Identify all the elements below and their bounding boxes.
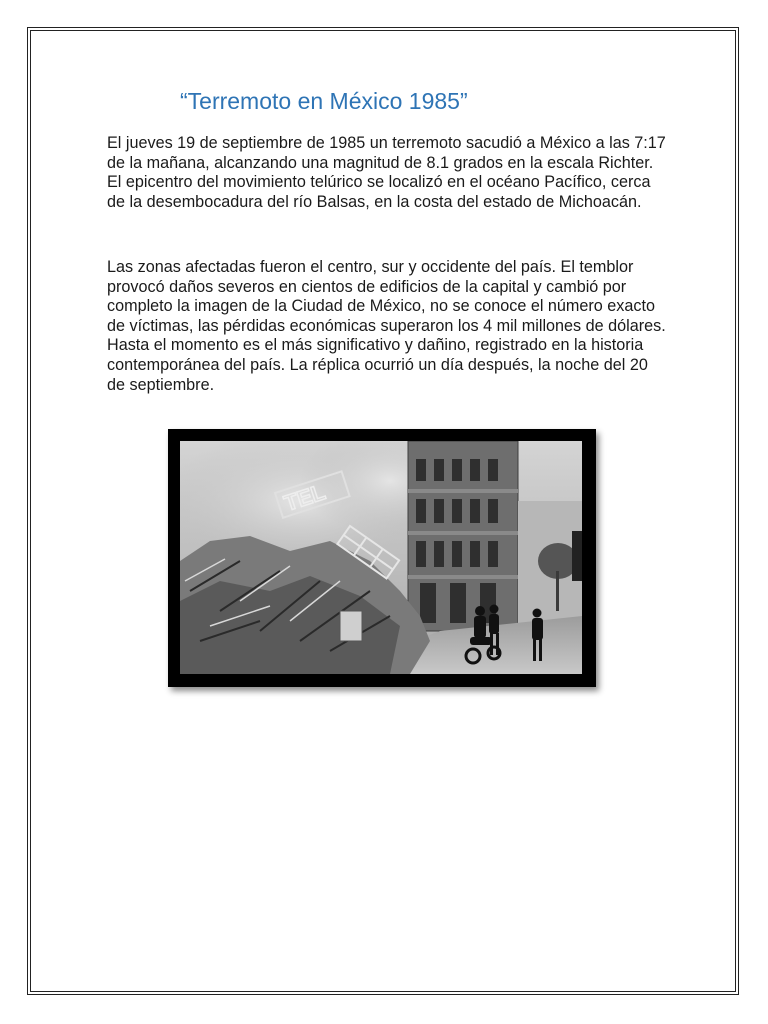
paragraph-2: Las zonas afectadas fueron el centro, sur y occidente del país. El temblor provocó daños severos en cientos de edificios de la capital y cambió por completo la imagen de la Ciudad de México, no se conoce el número exacto de víctimas, las pérdidas económicas superaron los 4 mil millones de dólares. Hasta el momento es el más significativo y dañino, registrado en la historia contemporánea del país. La réplica ocurrió un día después, la noche del 20 de septiembre. (107, 258, 666, 394)
paragraph-1: El jueves 19 de septiembre de 1985 un terremoto sacudió a México a las 7:17 de la mañana, alcanzando una magnitud de 8.1 grados en la escala Richter. El epicentro del movimiento telúrico se localizó en el océano Pacífico, cerca de la desembocadura del río Balsas, en la costa del estado de Michoacán. (107, 134, 666, 211)
photo-frame (168, 429, 596, 687)
earthquake-photo (180, 441, 582, 674)
hotel-sign-text: TEL (281, 479, 329, 516)
earthquake-photo-illustration (180, 441, 582, 674)
page-title: “Terremoto en México 1985” (180, 88, 468, 114)
